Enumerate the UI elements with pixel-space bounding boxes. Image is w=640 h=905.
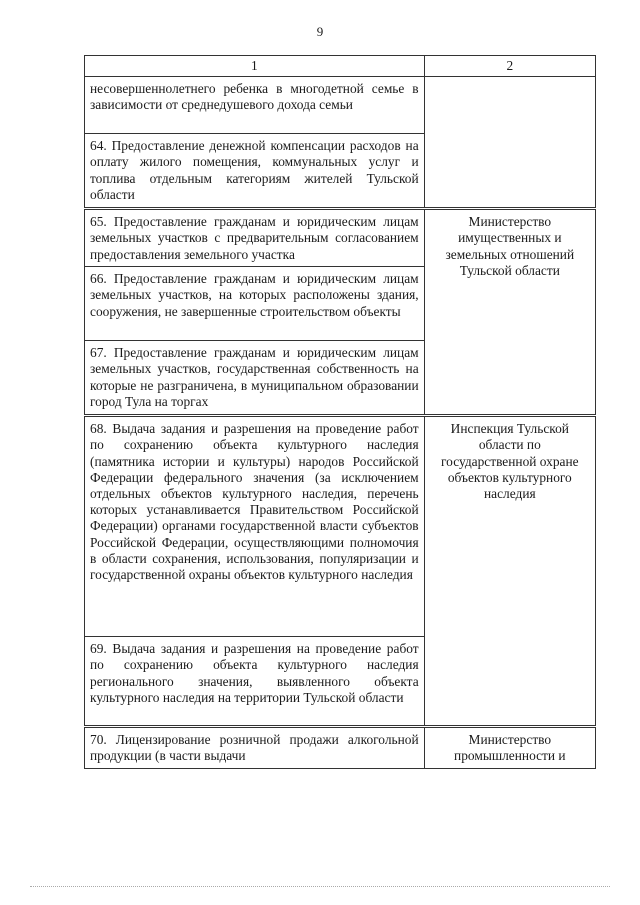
responsible-agency: [424, 77, 595, 209]
responsible-agency: Инспекция Тульской области по государственной охране объектов культурного наследия: [424, 416, 595, 727]
page-number: 9: [316, 24, 324, 39]
service-description: 69. Выдача задания и разрешения на проведение работ по сохранению объекта культурного наследия регионального значения, выявленного объекта культурного наследия на территории Тульской области: [85, 637, 425, 727]
service-description: несовершеннолетнего ребенка в многодетной семье в зависимости от среднедушевого дохода семьи: [85, 77, 425, 134]
table-row: [85, 77, 596, 134]
table-header-row: [85, 56, 596, 77]
responsible-agency: Министерство имущественных и земельных отношений Тульской области: [424, 209, 595, 416]
column-header-1: 1: [85, 56, 425, 77]
table-row: [85, 416, 596, 637]
service-description: 68. Выдача задания и разрешения на проведение работ по сохранению объекта культурного наследия (памятника истории и культуры) народов Российской Федерации федерального значения (за исключением отдельных объектов культурного наследия, перечень которых устанавливается Правительством Российской Федерации) органами государственной власти субъектов Российской Федерации, осуществляющими полномочия в области сохранения, использования, популяризации и государственной охраны объектов культурного наследия: [85, 416, 425, 637]
service-description: 66. Предоставление гражданам и юридическим лицам земельных участков, на которых расположены здания, сооружения, не завершенные строительством объекты: [85, 267, 425, 341]
column-header-2: 2: [424, 56, 595, 77]
services-table: [84, 55, 596, 769]
page-footer-line: [30, 886, 610, 887]
service-description: 65. Предоставление гражданам и юридическим лицам земельных участков с предварительным согласованием предоставления земельного участка: [85, 209, 425, 267]
service-description: 64. Предоставление денежной компенсации расходов на оплату жилого помещения, коммунальных услуг и топлива отдельным категориям жителей Тульской области: [85, 134, 425, 209]
service-description: 70. Лицензирование розничной продажи алкогольной продукции (в части выдачи: [85, 727, 425, 769]
table-row: [85, 209, 596, 267]
responsible-agency: Министерство промышленности и: [424, 727, 595, 769]
table-row: [85, 727, 596, 769]
service-description: 67. Предоставление гражданам и юридическим лицам земельных участков, государственная собственность на которые не разграничена, в муниципальном образовании город Тула на торгах: [85, 341, 425, 416]
